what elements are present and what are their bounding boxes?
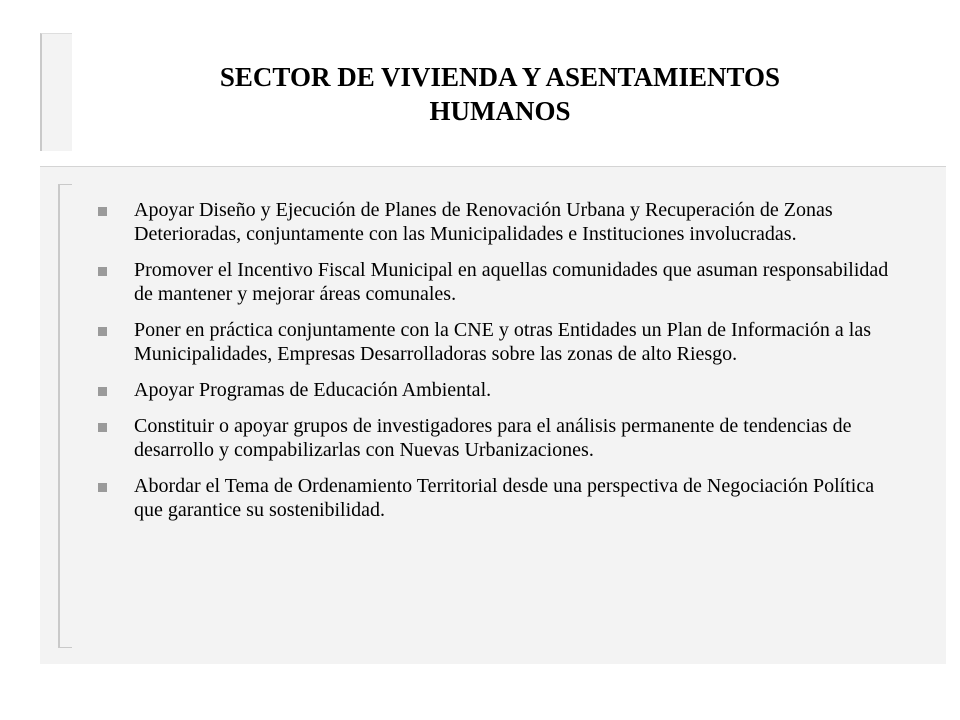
bullet-text: Poner en práctica conjuntamente con la CNE y otras Entidades un Plan de Información a las Municipalidades, Empresas Desarrolladoras sobre las zonas de alto Riesgo.	[134, 319, 871, 365]
bullet-item	[96, 198, 906, 246]
square-bullet-icon	[98, 387, 107, 396]
square-bullet-icon	[98, 207, 107, 216]
bullet-item	[96, 474, 906, 522]
slide-title	[90, 60, 910, 128]
square-bullet-icon	[98, 267, 107, 276]
slide-title-line-1: SECTOR DE VIVIENDA Y ASENTAMIENTOS	[219, 62, 781, 92]
square-bullet-icon	[98, 423, 107, 432]
bullet-text: Apoyar Diseño y Ejecución de Planes de Renovación Urbana y Recuperación de Zonas Deterioradas, conjuntamente con las Municipalidades e Instituciones involucradas.	[134, 199, 833, 245]
title-frame-decoration	[40, 33, 72, 151]
square-bullet-icon	[98, 327, 107, 336]
square-bullet-icon	[98, 483, 107, 492]
bullet-list	[96, 198, 906, 534]
bullet-item	[96, 258, 906, 306]
bullet-text: Promover el Incentivo Fiscal Municipal en aquellas comunidades que asuman responsabilidad de mantener y mejorar áreas comunales.	[134, 259, 889, 305]
slide-title-line-2: HUMANOS	[429, 96, 571, 126]
bullet-item	[96, 378, 906, 402]
bullet-text: Apoyar Programas de Educación Ambiental.	[134, 379, 492, 401]
bullet-text: Abordar el Tema de Ordenamiento Territorial desde una perspectiva de Negociación Política que garantice su sostenibilidad.	[134, 475, 875, 521]
bullet-text: Constituir o apoyar grupos de investigadores para el análisis permanente de tendencias de desarrollo y compabilizarlas con Nuevas Urbanizaciones.	[134, 415, 852, 461]
content-frame-decoration	[58, 184, 72, 648]
bullet-item	[96, 414, 906, 462]
bullet-item	[96, 318, 906, 366]
